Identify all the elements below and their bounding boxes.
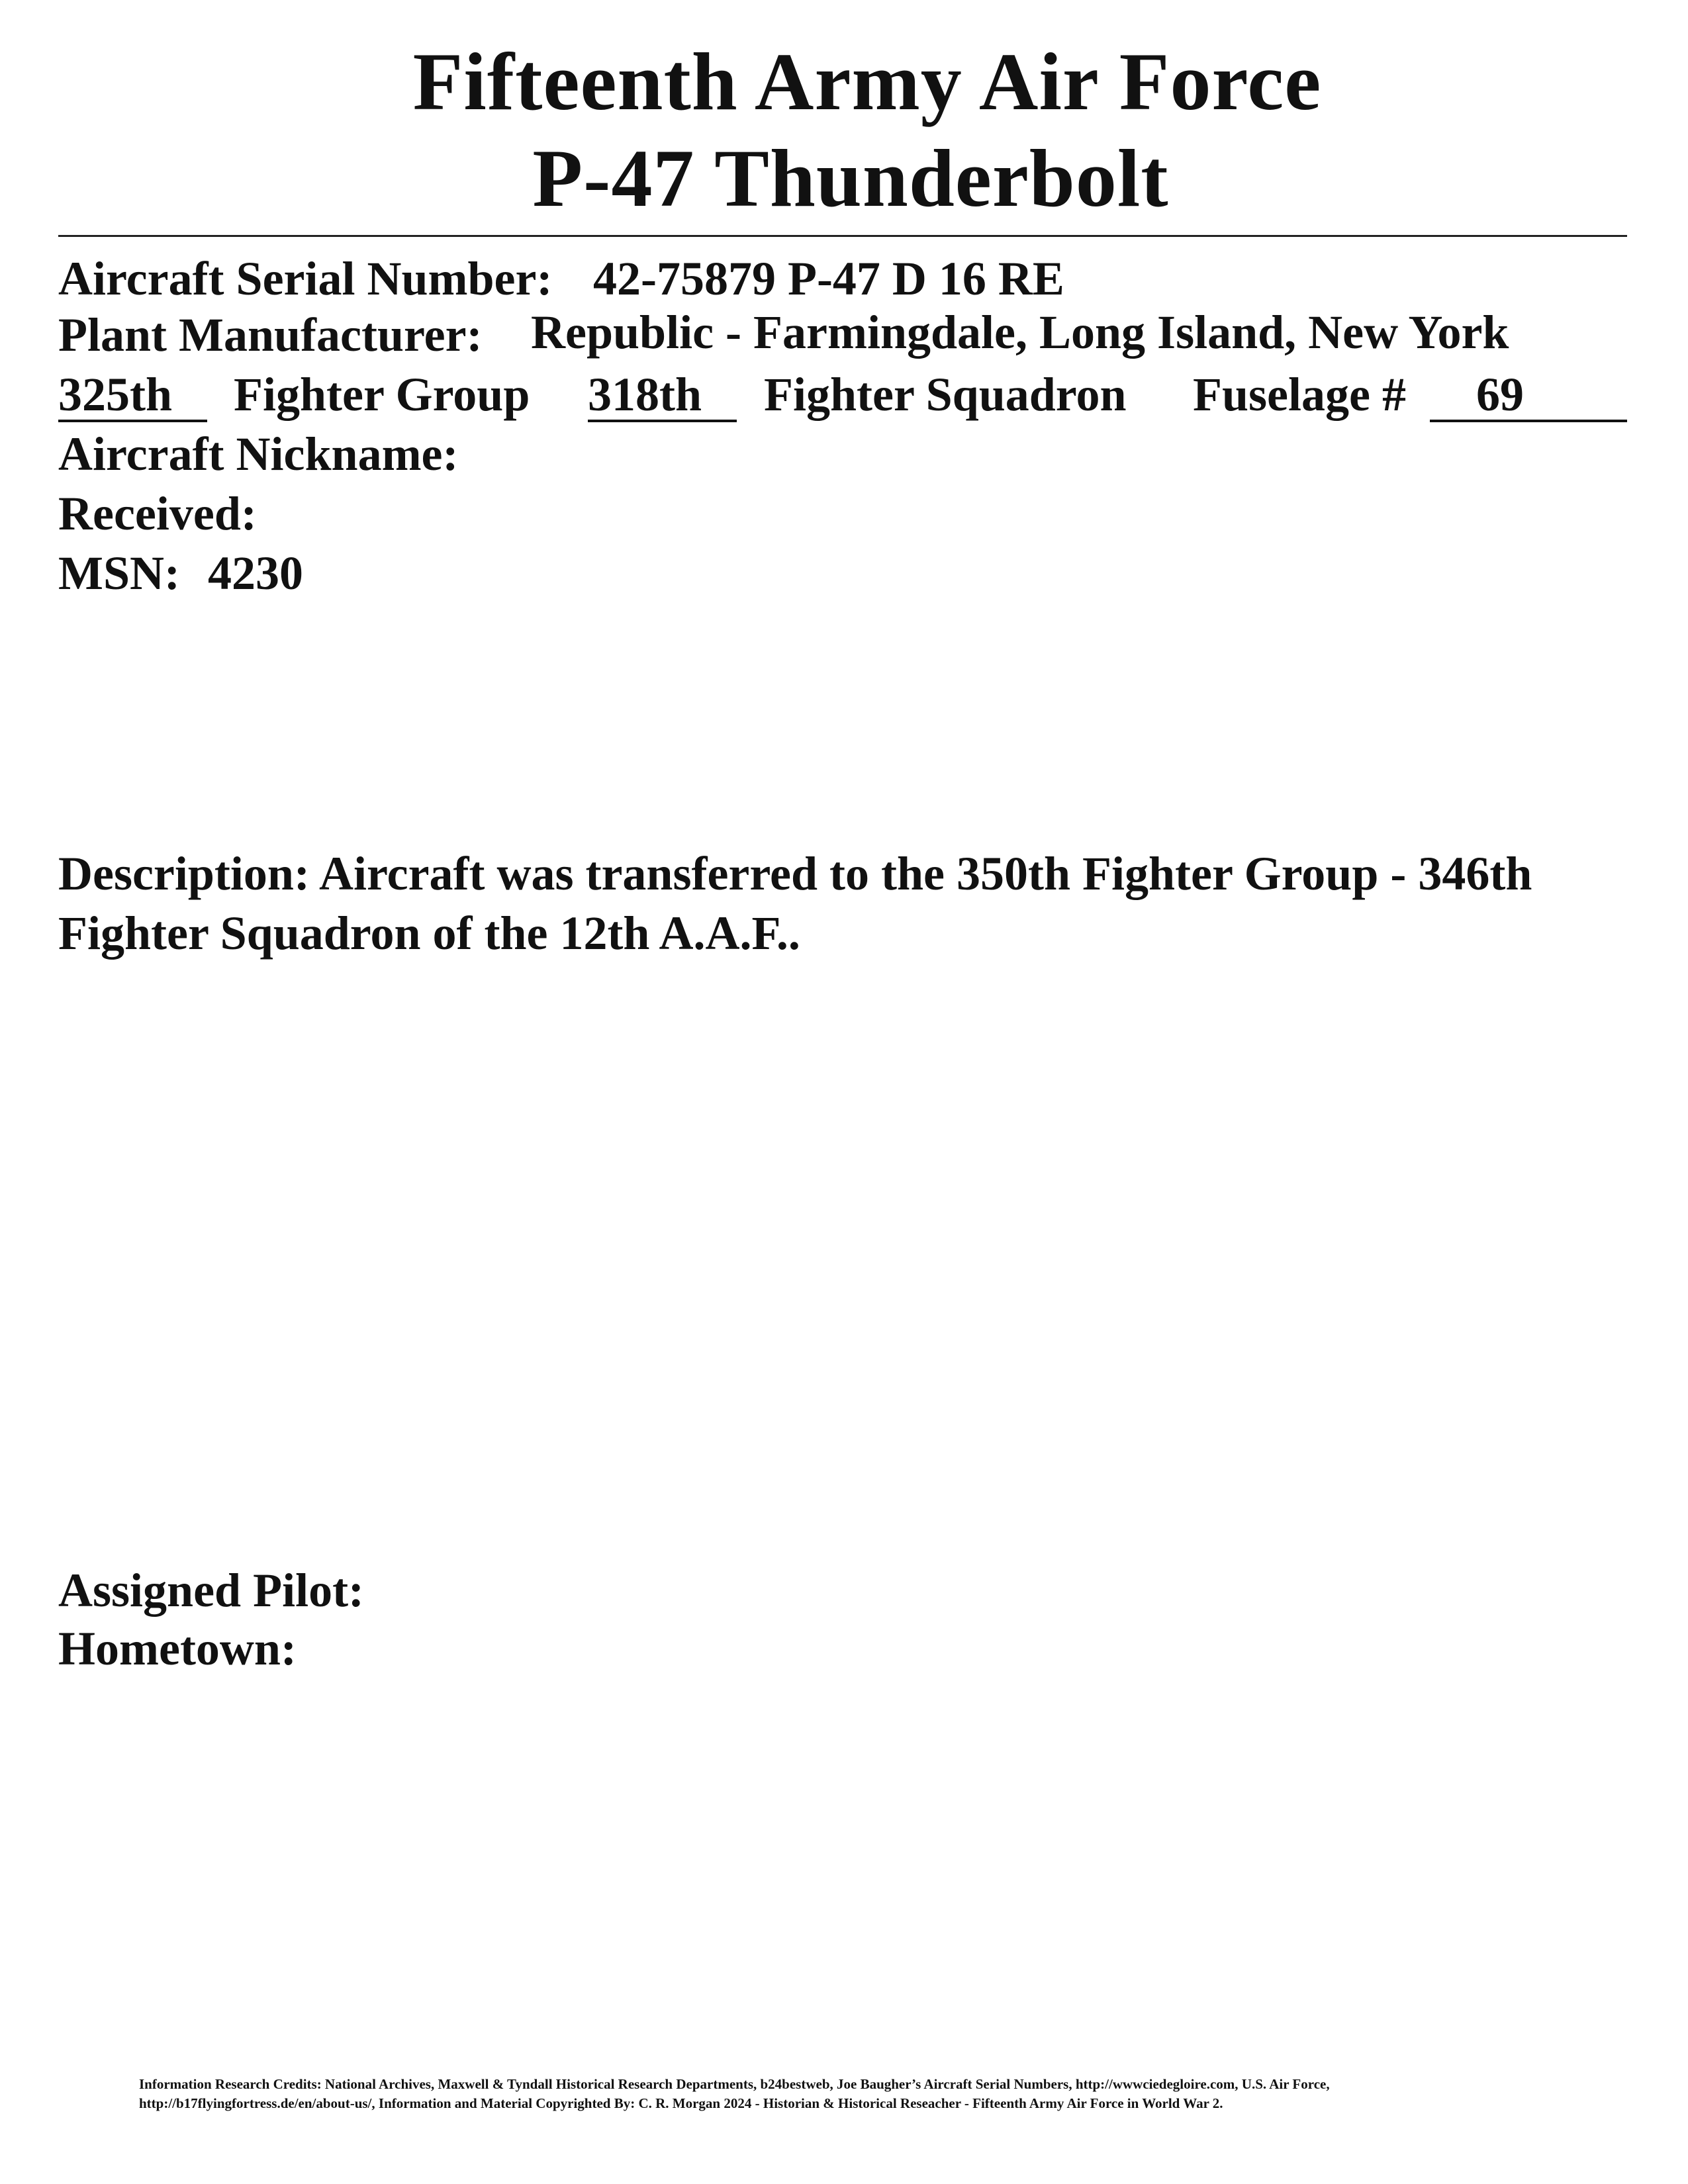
serial-number-value: 42-75879 P-47 D 16 RE xyxy=(593,252,1064,305)
serial-number-label: Aircraft Serial Number: xyxy=(58,252,553,305)
research-credits xyxy=(139,2075,1595,2113)
squadron-number-value: 318th xyxy=(588,368,702,421)
received-row xyxy=(58,487,257,540)
nickname-row xyxy=(58,430,458,478)
msn-label: MSN: xyxy=(58,547,180,600)
header-divider xyxy=(58,235,1627,237)
credits-line-1: Information Research Credits: National Archives, Maxwell & Tyndall Historical Research Departments, b24bestweb, Joe Baugher’s Aircraft Serial Numbers, http://wwwciedegloire.com, U.S. Air Force, xyxy=(139,2076,1330,2092)
fuselage-number-field xyxy=(1430,368,1627,422)
serial-number-row xyxy=(58,252,1064,305)
page-title: Fifteenth Army Air Force xyxy=(412,36,1322,127)
page-subtitle: P-47 Thunderbolt xyxy=(532,133,1169,224)
unit-row xyxy=(58,368,1627,430)
description-text: Description: Aircraft was transferred to the 350th Fighter Group - 346th Fighter Squadron of the 12th A.A.F.. xyxy=(58,847,1532,960)
assigned-pilot-row xyxy=(58,1564,365,1617)
assigned-pilot-label: Assigned Pilot: xyxy=(58,1564,365,1617)
fuselage-number-value: 69 xyxy=(1476,368,1524,421)
msn-row xyxy=(58,547,303,600)
group-label: Fighter Group xyxy=(234,368,530,421)
squadron-label: Fighter Squadron xyxy=(764,368,1127,421)
hometown-row xyxy=(58,1622,297,1675)
hometown-label: Hometown: xyxy=(58,1622,297,1675)
manufacturer-row xyxy=(58,306,1509,361)
fuselage-label: Fuselage # xyxy=(1193,368,1406,421)
manufacturer-label: Plant Manufacturer: xyxy=(58,308,483,361)
nickname-label: Aircraft Nickname: xyxy=(58,428,459,480)
manufacturer-value: Republic - Farmingdale, Long Island, New York xyxy=(531,306,1509,359)
group-number-value: 325th xyxy=(58,368,173,421)
received-label: Received: xyxy=(58,487,257,540)
group-number-field xyxy=(58,368,207,422)
msn-value: 4230 xyxy=(208,547,303,600)
squadron-number-field xyxy=(588,368,737,422)
credits-line-2: http://b17flyingfortress.de/en/about-us/, Information and Material Copyrighted By: C. R. Morgan 2024 - Historian & Historical Reseacher - Fifteenth Army Air Force in World War 2. xyxy=(139,2095,1223,2111)
